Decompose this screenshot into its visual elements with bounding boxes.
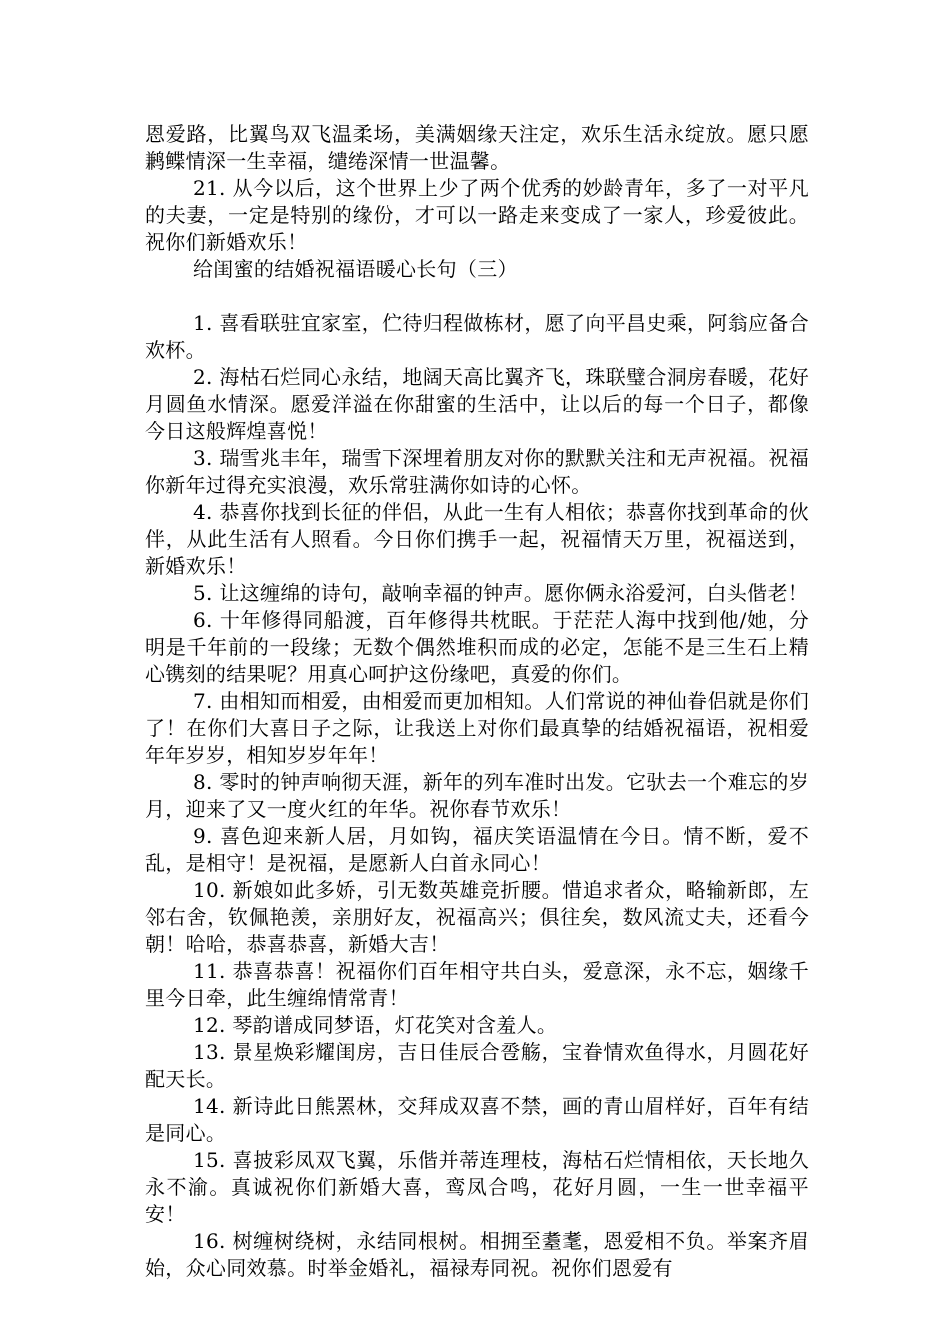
list-item-1: 1. 喜看联驻宜家室，伫待归程做栋材，愿了向平昌史乘，阿翁应备合欢杯。 xyxy=(145,311,809,362)
document-page xyxy=(145,121,809,1282)
list-item-8: 8. 零时的钟声响彻天涯，新年的列车准时出发。它驮去一个难忘的岁月，迎来了又一度火红的年华。祝你春节欢乐！ xyxy=(145,770,809,821)
list-item-9: 9. 喜色迎来新人居，月如钩，福庆笑语温情在今日。情不断，爱不乱，是相守！是祝福，是愿新人白首永同心！ xyxy=(145,824,809,875)
list-item-13: 13. 景星焕彩耀闺房，吉日佳辰合卺觞，宝眷情欢鱼得水，月圆花好配天长。 xyxy=(145,1040,809,1091)
blank-line xyxy=(145,283,809,310)
list-item-4: 4. 恭喜你找到长征的伴侣，从此一生有人相依；恭喜你找到革命的伙伴，从此生活有人照看。今日你们携手一起，祝福情天万里，祝福送到，新婚欢乐！ xyxy=(145,500,809,578)
list-item-2: 2. 海枯石烂同心永结，地阔天高比翼齐飞，珠联璧合洞房春暖，花好月圆鱼水情深。愿爱洋溢在你甜蜜的生活中，让以后的每一个日子，都像今日这般辉煌喜悦！ xyxy=(145,365,809,443)
list-item-7: 7. 由相知而相爱，由相爱而更加相知。人们常说的神仙眷侣就是你们了！在你们大喜日子之际，让我送上对你们最真挚的结婚祝福语，祝相爱年年岁岁，相知岁岁年年！ xyxy=(145,689,809,767)
list-item-10: 10. 新娘如此多娇，引无数英雄竞折腰。惜追求者众，略输新郎，左邻右舍，钦佩艳羡，亲朋好友，祝福高兴；俱往矣，数风流丈夫，还看今朝！哈哈，恭喜恭喜，新婚大吉！ xyxy=(145,878,809,956)
section-heading: 给闺蜜的结婚祝福语暖心长句（三） xyxy=(193,257,518,281)
list-item-11: 11. 恭喜恭喜！祝福你们百年相守共白头，爱意深，永不忘，姻缘千里今日牵，此生缠绵情常青！ xyxy=(145,959,809,1010)
list-item-15: 15. 喜披彩凤双飞翼，乐偕并蒂连理枝，海枯石烂情相依，天长地久永不渝。真诚祝你们新婚大喜，鸾凤合鸣，花好月圆，一生一世幸福平安！ xyxy=(145,1148,809,1226)
continued-paragraph: 恩爱路，比翼鸟双飞温柔场，美满姻缘天注定，欢乐生活永绽放。愿只愿鹣鲽情深一生幸福，缱绻深情一世温馨。 xyxy=(145,122,809,173)
list-item-21: 21. 从今以后，这个世界上少了两个优秀的妙龄青年，多了一对平凡的夫妻，一定是特别的缘份，才可以一路走来变成了一家人，珍爱彼此。祝你们新婚欢乐！ xyxy=(145,176,809,254)
list-item-12: 12. 琴韵谱成同梦语，灯花笑对含羞人。 xyxy=(193,1013,558,1037)
list-item-6: 6. 十年修得同船渡，百年修得共枕眠。于茫茫人海中找到他/她，分明是千年前的一段缘；无数个偶然堆积而成的必定，怎能不是三生石上精心镌刻的结果呢？用真心呵护这份缘吧，真爱的你们。 xyxy=(145,608,809,686)
list-item-16: 16. 树缠树绕树，永结同根树。相拥至耋耄，恩爱相不负。举案齐眉始，众心同效慕。时举金婚礼，福禄寿同祝。祝你们恩爱有 xyxy=(145,1229,809,1280)
list-item-3: 3. 瑞雪兆丰年，瑞雪下深埋着朋友对你的默默关注和无声祝福。祝福你新年过得充实浪漫，欢乐常驻满你如诗的心怀。 xyxy=(145,446,809,497)
list-item-14: 14. 新诗此日熊罴林，交拜成双喜不禁，画的青山眉样好，百年有结是同心。 xyxy=(145,1094,809,1145)
list-item-5: 5. 让这缠绵的诗句，敲响幸福的钟声。愿你俩永浴爱河，白头偕老！ xyxy=(193,581,809,605)
